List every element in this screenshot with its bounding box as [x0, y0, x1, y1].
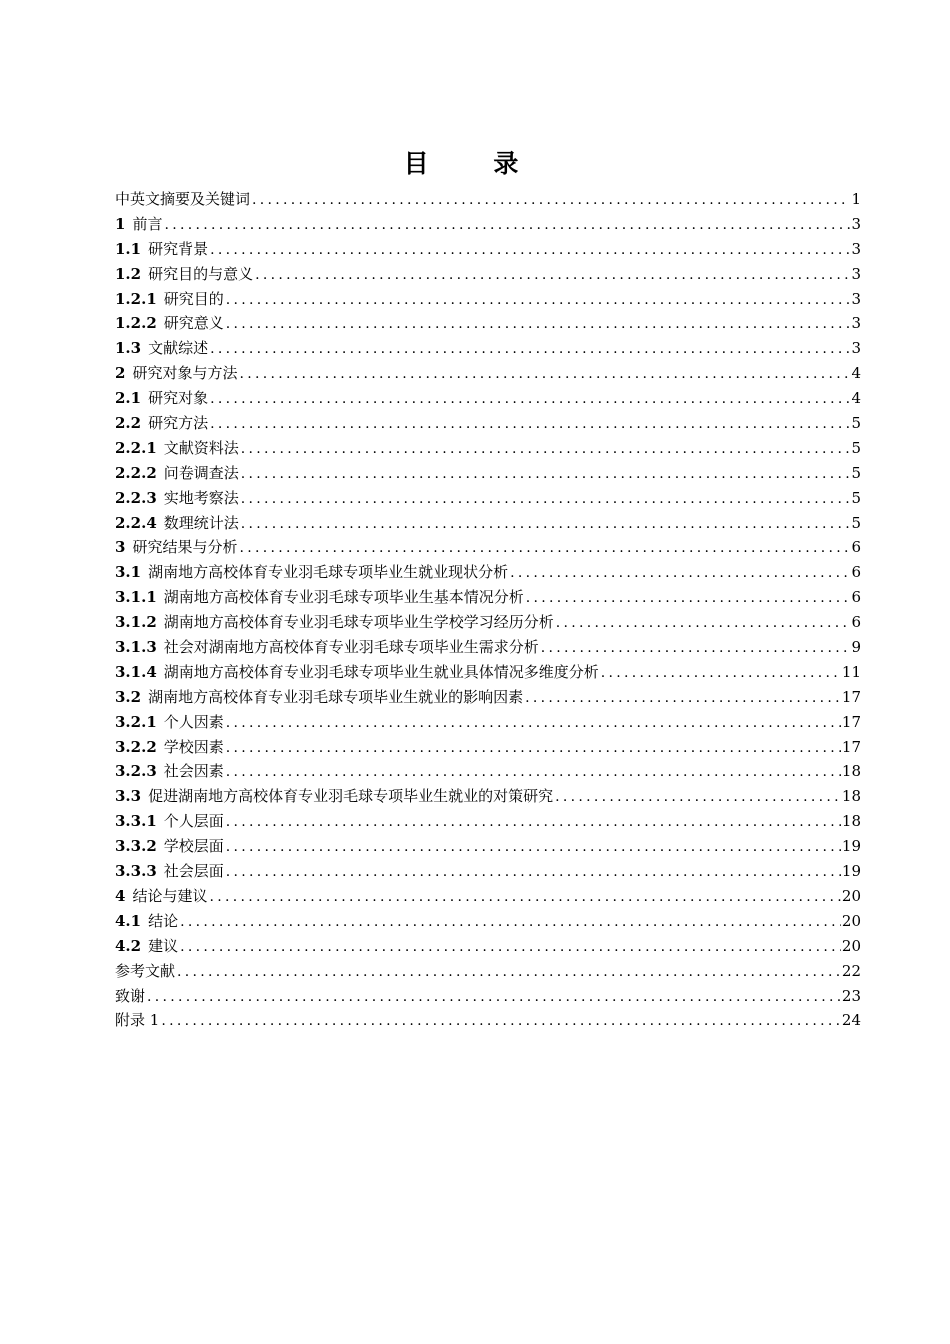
toc-entry-title: 参考文献	[115, 961, 176, 980]
toc-entry-title: 学校因素	[163, 737, 224, 756]
toc-dot-leader	[526, 586, 851, 611]
toc-entry-page-number: 19	[841, 862, 861, 881]
toc-dot-leader	[209, 885, 840, 910]
toc-entry-number: 3.3.3	[115, 862, 157, 881]
toc-entry-title: 致谢	[115, 986, 146, 1005]
toc-dot-leader	[255, 263, 850, 288]
toc-entry[interactable]	[115, 361, 861, 386]
toc-entry[interactable]	[115, 909, 861, 934]
toc-entry-number: 3.3.1	[115, 812, 157, 831]
toc-entry-title: 结论与建议	[132, 886, 208, 905]
toc-entry[interactable]	[115, 411, 861, 436]
toc-entry-title: 结论	[148, 911, 179, 930]
toc-entry-title: 个人层面	[163, 812, 224, 831]
toc-entry-page-number: 5	[851, 438, 861, 457]
toc-entry-page-number: 5	[851, 463, 861, 482]
toc-entry-title: 数理统计法	[163, 513, 239, 532]
toc-entry-title: 研究对象与方法	[132, 364, 238, 383]
toc-entry-page-number: 3	[851, 239, 861, 258]
toc-entry-page-number: 6	[851, 563, 861, 582]
toc-entry[interactable]	[115, 336, 861, 361]
toc-entry[interactable]	[115, 262, 861, 287]
toc-entry[interactable]	[115, 884, 861, 909]
toc-dot-leader	[226, 288, 851, 313]
toc-dot-leader	[161, 1009, 841, 1034]
toc-entry[interactable]	[115, 237, 861, 262]
toc-entry-number: 2.2.1	[115, 438, 157, 457]
toc-entry-number: 2.2	[115, 414, 142, 433]
toc-dot-leader	[210, 387, 850, 412]
toc-entry-title: 前言	[132, 214, 163, 233]
toc-entry-title: 研究结果与分析	[132, 538, 238, 557]
toc-dot-leader	[226, 760, 841, 785]
toc-entry[interactable]	[115, 287, 861, 312]
toc-entry-page-number: 20	[841, 936, 861, 955]
toc-entry[interactable]	[115, 486, 861, 511]
toc-dot-leader	[226, 860, 841, 885]
toc-dot-leader	[241, 487, 851, 512]
toc-entry[interactable]	[115, 859, 861, 884]
toc-title: 目 录	[403, 149, 547, 178]
toc-entry[interactable]	[115, 535, 861, 560]
toc-entry[interactable]	[115, 635, 861, 660]
toc-entry-page-number: 3	[851, 339, 861, 358]
toc-dot-leader	[226, 711, 841, 736]
toc-entry-number: 3.3	[115, 787, 142, 806]
toc-entry-number: 1.1	[115, 239, 142, 258]
toc-entry-page-number: 22	[841, 961, 861, 980]
toc-dot-leader	[180, 910, 841, 935]
toc-entry[interactable]	[115, 834, 861, 859]
toc-entry-title: 文献综述	[148, 339, 209, 358]
toc-entry-page-number: 3	[851, 314, 861, 333]
toc-entry[interactable]	[115, 585, 861, 610]
toc-entry-title: 文献资料法	[163, 438, 239, 457]
toc-entry[interactable]	[115, 784, 861, 809]
toc-entry-title: 研究目的与意义	[148, 264, 254, 283]
toc-entry-number: 1.2.2	[115, 314, 157, 333]
toc-entry-number: 2.1	[115, 389, 142, 408]
toc-dot-leader	[226, 312, 851, 337]
toc-dot-leader	[601, 661, 841, 686]
toc-entry-title: 社会层面	[163, 862, 224, 881]
toc-entry-number: 4.2	[115, 936, 142, 955]
toc-dot-leader	[239, 362, 850, 387]
toc-dot-leader	[510, 561, 850, 586]
toc-entry-page-number: 3	[851, 289, 861, 308]
toc-entry-title: 研究目的	[163, 289, 224, 308]
toc-dot-leader	[541, 636, 851, 661]
toc-dot-leader	[525, 686, 841, 711]
toc-entry-title: 个人因素	[163, 712, 224, 731]
toc-entry-page-number: 9	[851, 638, 861, 657]
toc-entry-title: 湖南地方高校体育专业羽毛球专项毕业生学校学习经历分析	[163, 613, 554, 632]
toc-dot-leader	[556, 611, 851, 636]
toc-entry-page-number: 24	[841, 1011, 861, 1030]
toc-entry[interactable]	[115, 759, 861, 784]
toc-entry[interactable]	[115, 311, 861, 336]
toc-entry-number: 2	[115, 364, 126, 383]
toc-dot-leader	[210, 238, 850, 263]
toc-entry-page-number: 19	[841, 837, 861, 856]
toc-entry-title: 建议	[148, 936, 179, 955]
toc-entry[interactable]	[115, 461, 861, 486]
toc-dot-leader	[555, 785, 841, 810]
toc-dot-leader	[241, 437, 851, 462]
toc-entry-page-number: 11	[841, 662, 861, 681]
toc-entry-page-number: 5	[851, 513, 861, 532]
toc-entry[interactable]	[115, 685, 861, 710]
toc-dot-leader	[180, 935, 841, 960]
toc-entry[interactable]	[115, 212, 861, 237]
toc-entry-number: 1.2	[115, 264, 142, 283]
toc-dot-leader	[241, 462, 851, 487]
toc-entry[interactable]	[115, 710, 861, 735]
toc-entry-page-number: 5	[851, 414, 861, 433]
toc-entry-title: 湖南地方高校体育专业羽毛球专项毕业生就业具体情况多维度分析	[163, 662, 599, 681]
toc-dot-leader	[147, 985, 841, 1010]
toc-entry-page-number: 18	[841, 812, 861, 831]
toc-entry-number: 3.2	[115, 687, 142, 706]
toc-entry-page-number: 1	[851, 190, 861, 208]
toc-entry-number: 3.1	[115, 563, 142, 582]
toc-dot-leader	[239, 536, 850, 561]
toc-entry-title: 湖南地方高校体育专业羽毛球专项毕业生就业现状分析	[148, 563, 509, 582]
toc-entry[interactable]	[115, 934, 861, 959]
toc-entry-page-number: 6	[851, 538, 861, 557]
toc-entry-page-number: 17	[841, 737, 861, 756]
toc-entry-page-number: 18	[841, 762, 861, 781]
toc-entry[interactable]	[115, 187, 861, 212]
toc-entry-page-number: 18	[841, 787, 861, 806]
toc-entry-title: 研究方法	[148, 414, 209, 433]
toc-dot-leader	[210, 412, 850, 437]
toc-entry-page-number: 3	[851, 264, 861, 283]
toc-entry[interactable]	[115, 1008, 861, 1033]
toc-entry-title: 问卷调查法	[163, 463, 239, 482]
toc-entry-title: 湖南地方高校体育专业羽毛球专项毕业生就业的影响因素	[148, 687, 524, 706]
toc-entry-number: 2.2.3	[115, 488, 157, 507]
toc-entry-page-number: 6	[851, 613, 861, 632]
toc-entry-page-number: 3	[851, 214, 861, 233]
toc-entry-number: 3.1.4	[115, 662, 157, 681]
toc-entry-page-number: 5	[851, 488, 861, 507]
toc-entry[interactable]	[115, 386, 861, 411]
toc-entry-number: 3.3.2	[115, 837, 157, 856]
toc-entry-number: 3.2.3	[115, 762, 157, 781]
toc-entry-title: 社会对湖南地方高校体育专业羽毛球专项毕业生需求分析	[163, 638, 539, 657]
toc-entry[interactable]	[115, 984, 861, 1009]
toc-dot-leader	[241, 512, 851, 537]
toc-entry-title: 实地考察法	[163, 488, 239, 507]
toc-entry-title: 附录 1	[115, 1011, 160, 1030]
toc-dot-leader	[177, 960, 841, 985]
toc-entry[interactable]	[115, 610, 861, 635]
toc-dot-leader	[226, 810, 841, 835]
toc-entry-title: 研究对象	[148, 389, 209, 408]
toc-entry-title: 促进湖南地方高校体育专业羽毛球专项毕业生就业的对策研究	[148, 787, 554, 806]
toc-entry-number: 3.2.1	[115, 712, 157, 731]
toc-entry-number: 1.3	[115, 339, 142, 358]
toc-entry-title: 研究意义	[163, 314, 224, 333]
toc-dot-leader	[226, 736, 841, 761]
toc-entry-page-number: 6	[851, 588, 861, 607]
toc-entry-number: 3	[115, 538, 126, 557]
toc-entry-page-number: 17	[841, 687, 861, 706]
toc-entry-page-number: 4	[851, 389, 861, 408]
toc-entry[interactable]	[115, 959, 861, 984]
toc-dot-leader	[164, 213, 850, 238]
toc-entry[interactable]	[115, 511, 861, 536]
toc-entry[interactable]	[115, 809, 861, 834]
toc-entry-number: 3.1.3	[115, 638, 157, 657]
toc-entry-page-number: 20	[841, 886, 861, 905]
toc-entry-number: 3.1.2	[115, 613, 157, 632]
toc-entry-number: 3.1.1	[115, 588, 157, 607]
toc-entry-page-number: 4	[851, 364, 861, 383]
toc-entry-number: 4	[115, 886, 126, 905]
toc-entry-title: 学校层面	[163, 837, 224, 856]
toc-entry[interactable]	[115, 436, 861, 461]
toc-entry-number: 1.2.1	[115, 289, 157, 308]
toc-entry-page-number: 20	[841, 911, 861, 930]
toc-entry-page-number: 23	[841, 986, 861, 1005]
toc-entry-title: 中英文摘要及关键词	[115, 190, 251, 208]
toc-entry-title: 社会因素	[163, 762, 224, 781]
toc-list	[115, 187, 861, 1033]
toc-entry-page-number: 17	[841, 712, 861, 731]
toc-entry[interactable]	[115, 560, 861, 585]
toc-dot-leader	[226, 835, 841, 860]
toc-entry[interactable]	[115, 735, 861, 760]
toc-dot-leader	[252, 188, 850, 213]
toc-entry[interactable]	[115, 660, 861, 685]
toc-entry-number: 4.1	[115, 911, 142, 930]
toc-entry-number: 1	[115, 214, 126, 233]
toc-entry-number: 3.2.2	[115, 737, 157, 756]
toc-entry-title: 湖南地方高校体育专业羽毛球专项毕业生基本情况分析	[163, 588, 524, 607]
toc-entry-number: 2.2.4	[115, 513, 157, 532]
toc-entry-number: 2.2.2	[115, 463, 157, 482]
toc-entry-title: 研究背景	[148, 239, 209, 258]
toc-dot-leader	[210, 337, 850, 362]
